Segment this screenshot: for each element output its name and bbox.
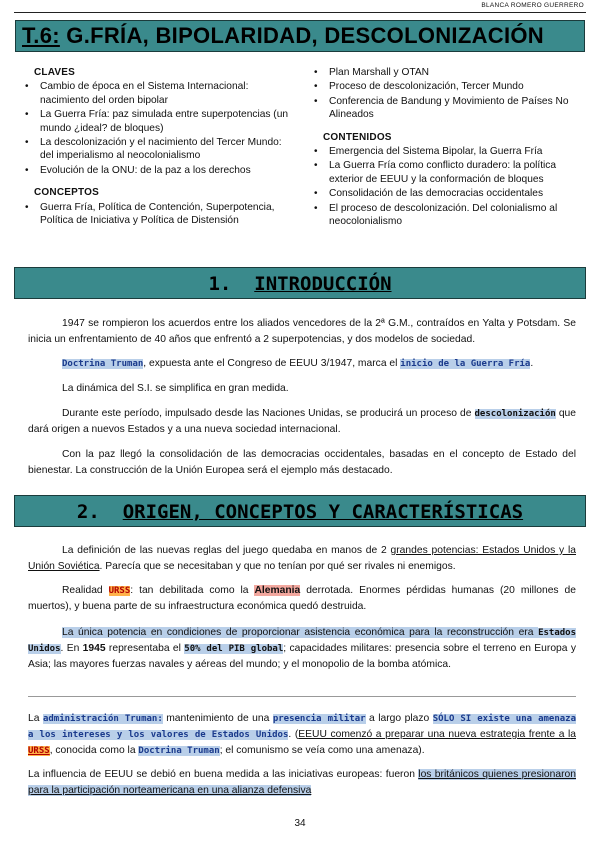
claves-heading: CLAVES xyxy=(34,67,76,78)
title-text: G.FRÍA, BIPOLARIDAD, DESCOLONIZACIÓN xyxy=(59,23,544,48)
conceptos-list xyxy=(22,201,290,228)
intro-paragraph-4 xyxy=(28,406,576,438)
section-1-banner xyxy=(14,267,586,299)
title-prefix: T.6: xyxy=(22,23,60,48)
text-span: EEUU comenzó a preparar una nueva estrategia frente a la xyxy=(298,729,577,740)
administracion-truman-term: administración Truman: xyxy=(42,714,163,724)
text-span: derrotada. Enormes pérdidas humanas (20 millones de muertos), y buena parte de su infraestructura económica quedó destruida. xyxy=(28,585,576,612)
list-item: • La Guerra Fría: paz simulada entre superpotencias (un mundo ¿ideal? de bloques) xyxy=(22,108,290,135)
author-name: BLANCA ROMERO GUERRERO xyxy=(481,2,584,9)
contenidos-list xyxy=(311,145,586,228)
list-item: • Cambio de época en el Sistema Internacional: nacimiento del orden bipolar xyxy=(22,80,290,107)
list-item: • Emergencia del Sistema Bipolar, la Guerra Fría xyxy=(311,145,586,158)
section-title: INTRODUCCIÓN xyxy=(254,273,392,295)
pib-term: 50% del PIB global xyxy=(184,644,284,654)
intro-paragraph-1: 1947 se rompieron los acuerdos entre los aliados vencedores de la 2ª G.M., contraídos en Yalta y Potsdam. Se inicia un enfrentamiento de 40 años que enfrentó a 2 superpotencias, y dos modelos de sociedad. xyxy=(28,318,576,345)
alemania-term: Alemania xyxy=(254,585,301,596)
intro-paragraph-3: La dinámica del S.I. se simplifica en gran medida. xyxy=(62,383,289,394)
list-item: • Conferencia de Bandung y Movimiento de Países No Alineados xyxy=(311,95,586,122)
text-span: que dará origen a nuevos Estados y a una nueva sociedad internacional. xyxy=(28,408,576,435)
text-span: : tan debilitada como la xyxy=(130,585,255,596)
origen-paragraph-2 xyxy=(28,583,576,615)
origen-paragraph-3 xyxy=(28,625,576,673)
solo-si-term: SÓLO SI existe una amenaza a los intereses y los valores de Estados Unidos xyxy=(28,714,577,740)
claves-list xyxy=(22,80,290,177)
page-title xyxy=(22,23,544,49)
text-span: ; el comunismo se veía como una amenaza). xyxy=(219,745,425,756)
page-number: 34 xyxy=(294,818,306,829)
text-span: Durante este período, impulsado desde las Naciones Unidas, se producirá un proceso de xyxy=(62,408,475,419)
divider-line xyxy=(28,696,576,697)
text-span: . En xyxy=(60,643,83,654)
guerra-fria-highlight: inicio de la Guerra Fría xyxy=(400,359,531,369)
header-rule xyxy=(14,12,586,13)
right-column xyxy=(311,66,586,229)
grandes-potencias: grandes potencias: Estados Unidos y la Unión Soviética xyxy=(28,545,577,572)
presencia-militar-term: presencia militar xyxy=(272,714,366,724)
right-list xyxy=(311,66,586,122)
text-span: , expuesta ante el Congreso de EEUU 3/1947, marca el xyxy=(143,358,401,369)
text-span: La influencia de EEUU se debió en buena medida a las iniciativas europeas: fueron xyxy=(28,769,419,780)
list-item: • Plan Marshall y OTAN xyxy=(311,66,586,79)
doctrina-truman-term-2: Doctrina Truman xyxy=(138,746,220,756)
conceptos-heading: CONCEPTOS xyxy=(34,187,99,199)
text-span: Realidad xyxy=(62,585,109,596)
origen-paragraph-1 xyxy=(28,543,576,575)
list-item: • Evolución de la ONU: de la paz a los derechos xyxy=(22,164,290,177)
list-item: • El proceso de descolonización. Del colonialismo al neocolonialismo xyxy=(311,202,586,229)
text-span: . ( xyxy=(288,729,299,740)
estados-unidos-term: Estados Unidos xyxy=(28,628,576,654)
list-item: • Consolidación de las democracias occidentales xyxy=(311,187,586,200)
urss-term: URSS xyxy=(108,586,131,596)
section-number: 2. xyxy=(76,501,100,523)
intro-paragraph-5: Con la paz llegó la consolidación de las democracias occidentales, basadas en el concepto de Estado del bienestar. La construcción de la Unión Europea será el ejemplo más destacado. xyxy=(28,449,576,476)
descolonizacion-term: descolonización xyxy=(474,409,556,419)
text-span: representaba el xyxy=(105,643,185,654)
text-span: La única potencia en condiciones de proporcionar asistencia económica para la reconstrucción era xyxy=(62,627,539,638)
section-number: 1. xyxy=(208,273,232,295)
intro-paragraph-2 xyxy=(28,356,576,372)
urss-term-2: URSS xyxy=(28,746,50,756)
text-span: , conocida como la xyxy=(49,745,139,756)
list-item: • Guerra Fría, Política de Contención, Superpotencia, Política de Iniciativa y Política de Distensión xyxy=(22,201,290,228)
left-column xyxy=(22,66,290,228)
list-item: • La Guerra Fría como conflicto duradero: la política exterior de EEUU y la conformación de bloques xyxy=(311,159,586,186)
text-span: ; capacidades militares: presencia sobre el terreno en Europa y Asia; las mayores fuerzas navales y aéreas del mundo; y el monopolio de la bomba atómica. xyxy=(28,643,576,670)
section-2-banner xyxy=(14,495,586,527)
section-1-title xyxy=(15,273,585,295)
text-span: . Parecía que se necesitaban y que no tenían por qué ser rivales ni enemigos. xyxy=(99,561,456,572)
text-span: . xyxy=(530,358,534,369)
text-span: La definición de las nuevas reglas del juego quedaba en manos de 2 xyxy=(62,545,391,556)
list-item: • La descolonización y el nacimiento del Tercer Mundo: del imperialismo al neocolonialismo xyxy=(22,136,290,163)
section-title: ORIGEN, CONCEPTOS Y CARACTERÍSTICAS xyxy=(122,501,524,523)
origen-paragraph-4 xyxy=(28,711,576,759)
list-item: • Proceso de descolonización, Tercer Mundo xyxy=(311,80,586,93)
britanicos-highlight: los británicos quienes presionaron para la participación norteamericana en una alianza defensiva xyxy=(28,769,576,796)
section-2-title xyxy=(15,501,585,523)
title-banner xyxy=(15,20,585,52)
text-span: mantenimiento de una xyxy=(162,713,273,724)
text-span: a largo plazo xyxy=(365,713,433,724)
text-span: La xyxy=(28,713,43,724)
contenidos-heading: CONTENIDOS xyxy=(323,131,392,143)
doctrina-truman-term: Doctrina Truman xyxy=(62,359,144,369)
origen-paragraph-5 xyxy=(28,767,576,799)
year-1945: 1945 xyxy=(82,643,106,654)
